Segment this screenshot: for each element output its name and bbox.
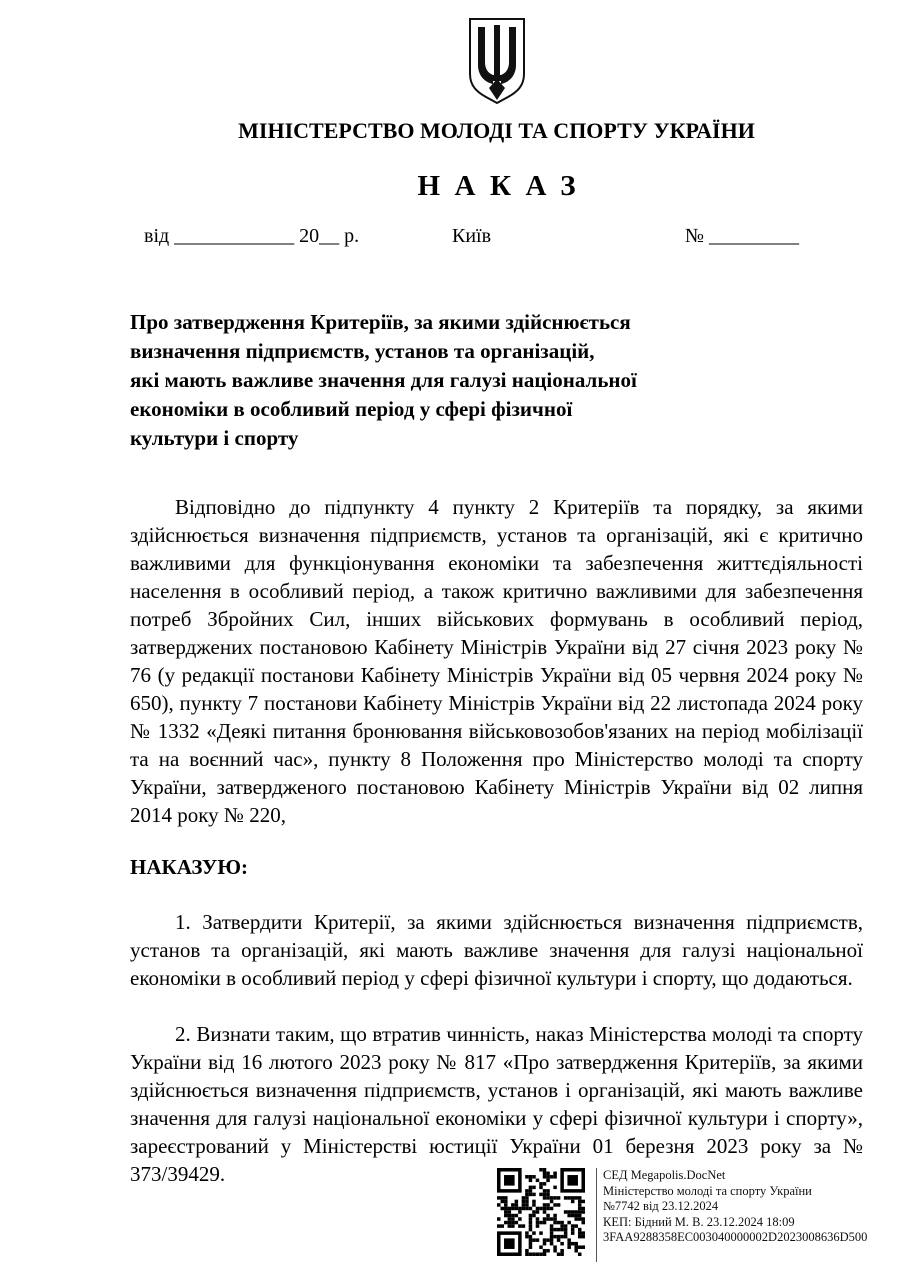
qr-code: [497, 1168, 585, 1256]
preamble-paragraph: Відповідно до підпункту 4 пункту 2 Критеріїв та порядку, за якими здійснюється визначення підприємств, установ та організацій, які є критично важливими для функціонування економіки та забезпечення життєдіяльності населення в особливий період, а також критично важливими для забезпечення потреб Збройних Сил, інших військових формувань в особливий період, затверджених постановою Кабінету Міністрів України від 27 січня 2023 року № 76 (у редакції постанови Кабінету Міністрів України від 05 червня 2024 року № 650), пункту 7 постанови Кабінету Міністрів України від 22 листопада 2024 року № 1332 «Деякі питання бронювання військовозобов'язаних на період мобілізації та на воєнний час», пункту 8 Положення про Міністерство молоді та спорту України, затвердженого постановою Кабінету Міністрів України від 02 липня 2014 року № 220,: [130, 495, 863, 827]
stamp-number-line: №7742 від 23.12.2024: [603, 1199, 719, 1213]
subject-line: культури і спорту: [130, 426, 299, 450]
subject-line: Про затвердження Критеріїв, за якими здійснюється: [130, 310, 631, 334]
stamp-text-block: [603, 1168, 867, 1246]
stamp-system-line: СЕД Megapolis.DocNet: [603, 1168, 726, 1182]
stamp-signer-line: КЕП: Бідний М. В. 23.12.2024 18:09: [603, 1214, 795, 1229]
digital-signature-stamp: [497, 1168, 867, 1262]
order-item-2: 2. Визнати таким, що втратив чинність, наказ Міністерства молоді та спорту України від 16 лютого 2023 року № 817 «Про затвердження Критеріїв, за якими здійснюється визначення підприємств, установ і організацій, які мають важливе значення для галузі національної економіки у сфері фізичної культури і спорту», зареєстрований у Міністерстві юстиції України 01 березня 2023 року за № 373/39429.: [130, 1022, 863, 1186]
document-content: [130, 0, 863, 1188]
stamp-divider: [596, 1168, 597, 1262]
stamp-authority-line: Міністерство молоді та спорту України: [603, 1183, 812, 1198]
place-field: Київ: [451, 225, 492, 247]
order-item-1: 1. Затвердити Критерії, за якими здійснюється визначення підприємств, установ та організацій, які мають важливе значення для галузі національної економіки в особливий період у сфері фізичної культури і спорту, що додаються.: [130, 910, 863, 990]
coat-of-arms-icon: [465, 16, 529, 106]
stamp-hash-line: 3FAA9288358EC003040000002D2023008636D500: [603, 1230, 868, 1244]
order-keyword: НАКАЗУЮ:: [130, 855, 248, 879]
number-field: № _________: [684, 225, 800, 247]
document-type-title: НАКАЗ: [417, 170, 591, 202]
requisites-row: [130, 225, 863, 248]
subject-line: які мають важливе значення для галузі національної: [130, 368, 637, 392]
subject-line: економіки в особливий період у сфері фізичної: [130, 397, 573, 421]
date-field: від ____________ 20__ р.: [144, 225, 360, 247]
subject-block: [130, 308, 863, 453]
ministry-name: МІНІСТЕРСТВО МОЛОДІ ТА СПОРТУ УКРАЇНИ: [238, 118, 755, 143]
subject-line: визначення підприємств, установ та організацій,: [130, 339, 595, 363]
